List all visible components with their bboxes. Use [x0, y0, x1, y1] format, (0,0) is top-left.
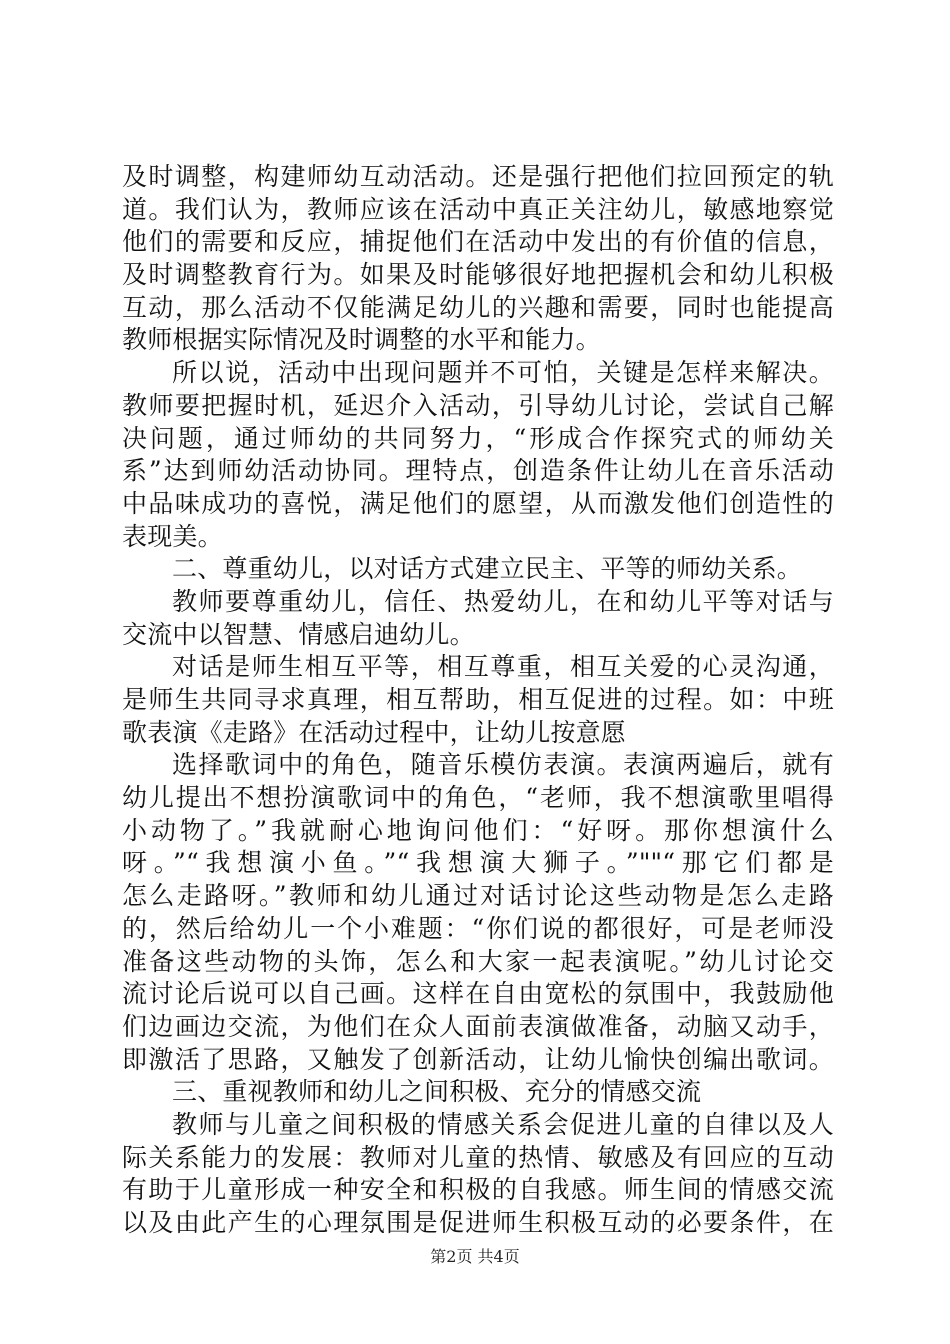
text-line: 际关系能力的发展：教师对儿童的热情、敏感及有回应的互动 [122, 1142, 834, 1172]
page-footer: 第2页 共4页 [430, 1247, 520, 1266]
text-line: 决问题，通过师幼的共同努力，“形成合作探究式的师幼关 [122, 423, 834, 453]
text-line: 及时调整教育行为。如果及时能够很好地把握机会和幼儿积极 [122, 260, 834, 290]
text-line: 教师要把握时机，延迟介入活动，引导幼儿讨论，尝试自己解 [122, 390, 834, 420]
text-line: 以及由此产生的心理氛围是促进师生积极互动的必要条件，在 [122, 1208, 834, 1237]
text-line: 准备这些动物的头饰，怎么和大家一起表演呢。”幼儿讨论交 [122, 946, 834, 976]
text-line: 二、尊重幼儿，以对话方式建立民主、平等的师幼关系。 [172, 554, 803, 584]
text-line: 是师生共同寻求真理，相互帮助，相互促进的过程。如：中班 [122, 685, 834, 714]
text-line: 即激活了思路，又触发了创新活动，让幼儿愉快创编出歌词。 [122, 1044, 834, 1074]
text-line: 有助于儿童形成一种安全和积极的自我感。师生间的情感交流 [122, 1175, 834, 1205]
text-line: 教师根据实际情况及时调整的水平和能力。 [122, 325, 601, 355]
text-line: 系”达到师幼活动协同。理特点，创造条件让幼儿在音乐活动 [122, 456, 834, 486]
text-line: 所以说，活动中出现问题并不可怕，关键是怎样来解决。 [172, 358, 834, 388]
text-line: 三、重视教师和幼儿之间积极、充分的情感交流 [172, 1077, 702, 1107]
text-line: 交流中以智慧、情感启迪幼儿。 [122, 619, 475, 649]
text-line: 及时调整，构建师幼互动活动。还是强行把他们拉回预定的轨 [122, 162, 834, 191]
text-line: 他们的需要和反应，捕捉他们在活动中发出的有价值的信息， [122, 227, 834, 257]
text-line: 教师要尊重幼儿，信任、热爱幼儿，在和幼儿平等对话与 [172, 586, 834, 616]
text-line: 中品味成功的喜悦，满足他们的愿望，从而激发他们创造性的 [122, 488, 834, 518]
text-line: 流讨论后说可以自己画。这样在自由宽松的氛围中，我鼓励他 [122, 979, 834, 1009]
text-line: 道。我们认为，教师应该在活动中真正关注幼儿，敏感地察觉 [122, 194, 834, 224]
document-body [122, 161, 834, 1240]
text-line: 小动物了。”我就耐心地询问他们：“好呀。那你想演什么 [122, 815, 834, 845]
text-line: 互动，那么活动不仅能满足幼儿的兴趣和需要，同时也能提高 [122, 292, 834, 322]
text-line: 选择歌词中的角色，随音乐模仿表演。表演两遍后，就有 [172, 750, 834, 780]
text-line: 怎么走路呀。”教师和幼儿通过对话讨论这些动物是怎么走路 [122, 881, 834, 911]
text-line: 教师与儿童之间积极的情感关系会促进儿童的自律以及人 [172, 1109, 834, 1139]
text-line: 对话是师生相互平等，相互尊重，相互关爱的心灵沟通， [172, 652, 834, 682]
text-line: 们边画边交流，为他们在众人面前表演做准备，动脑又动手， [122, 1011, 834, 1041]
text-line: 呀。”“我想演小鱼。”“我想演大狮子。”""“那它们都是 [122, 848, 834, 878]
text-line: 的，然后给幼儿一个小难题：“你们说的都很好，可是老师没 [122, 913, 834, 943]
text-line: 歌表演《走路》在活动过程中，让幼儿按意愿 [122, 717, 627, 747]
text-line: 表现美。 [122, 521, 223, 551]
text-line: 幼儿提出不想扮演歌词中的角色，“老师，我不想演歌里唱得 [122, 783, 834, 813]
